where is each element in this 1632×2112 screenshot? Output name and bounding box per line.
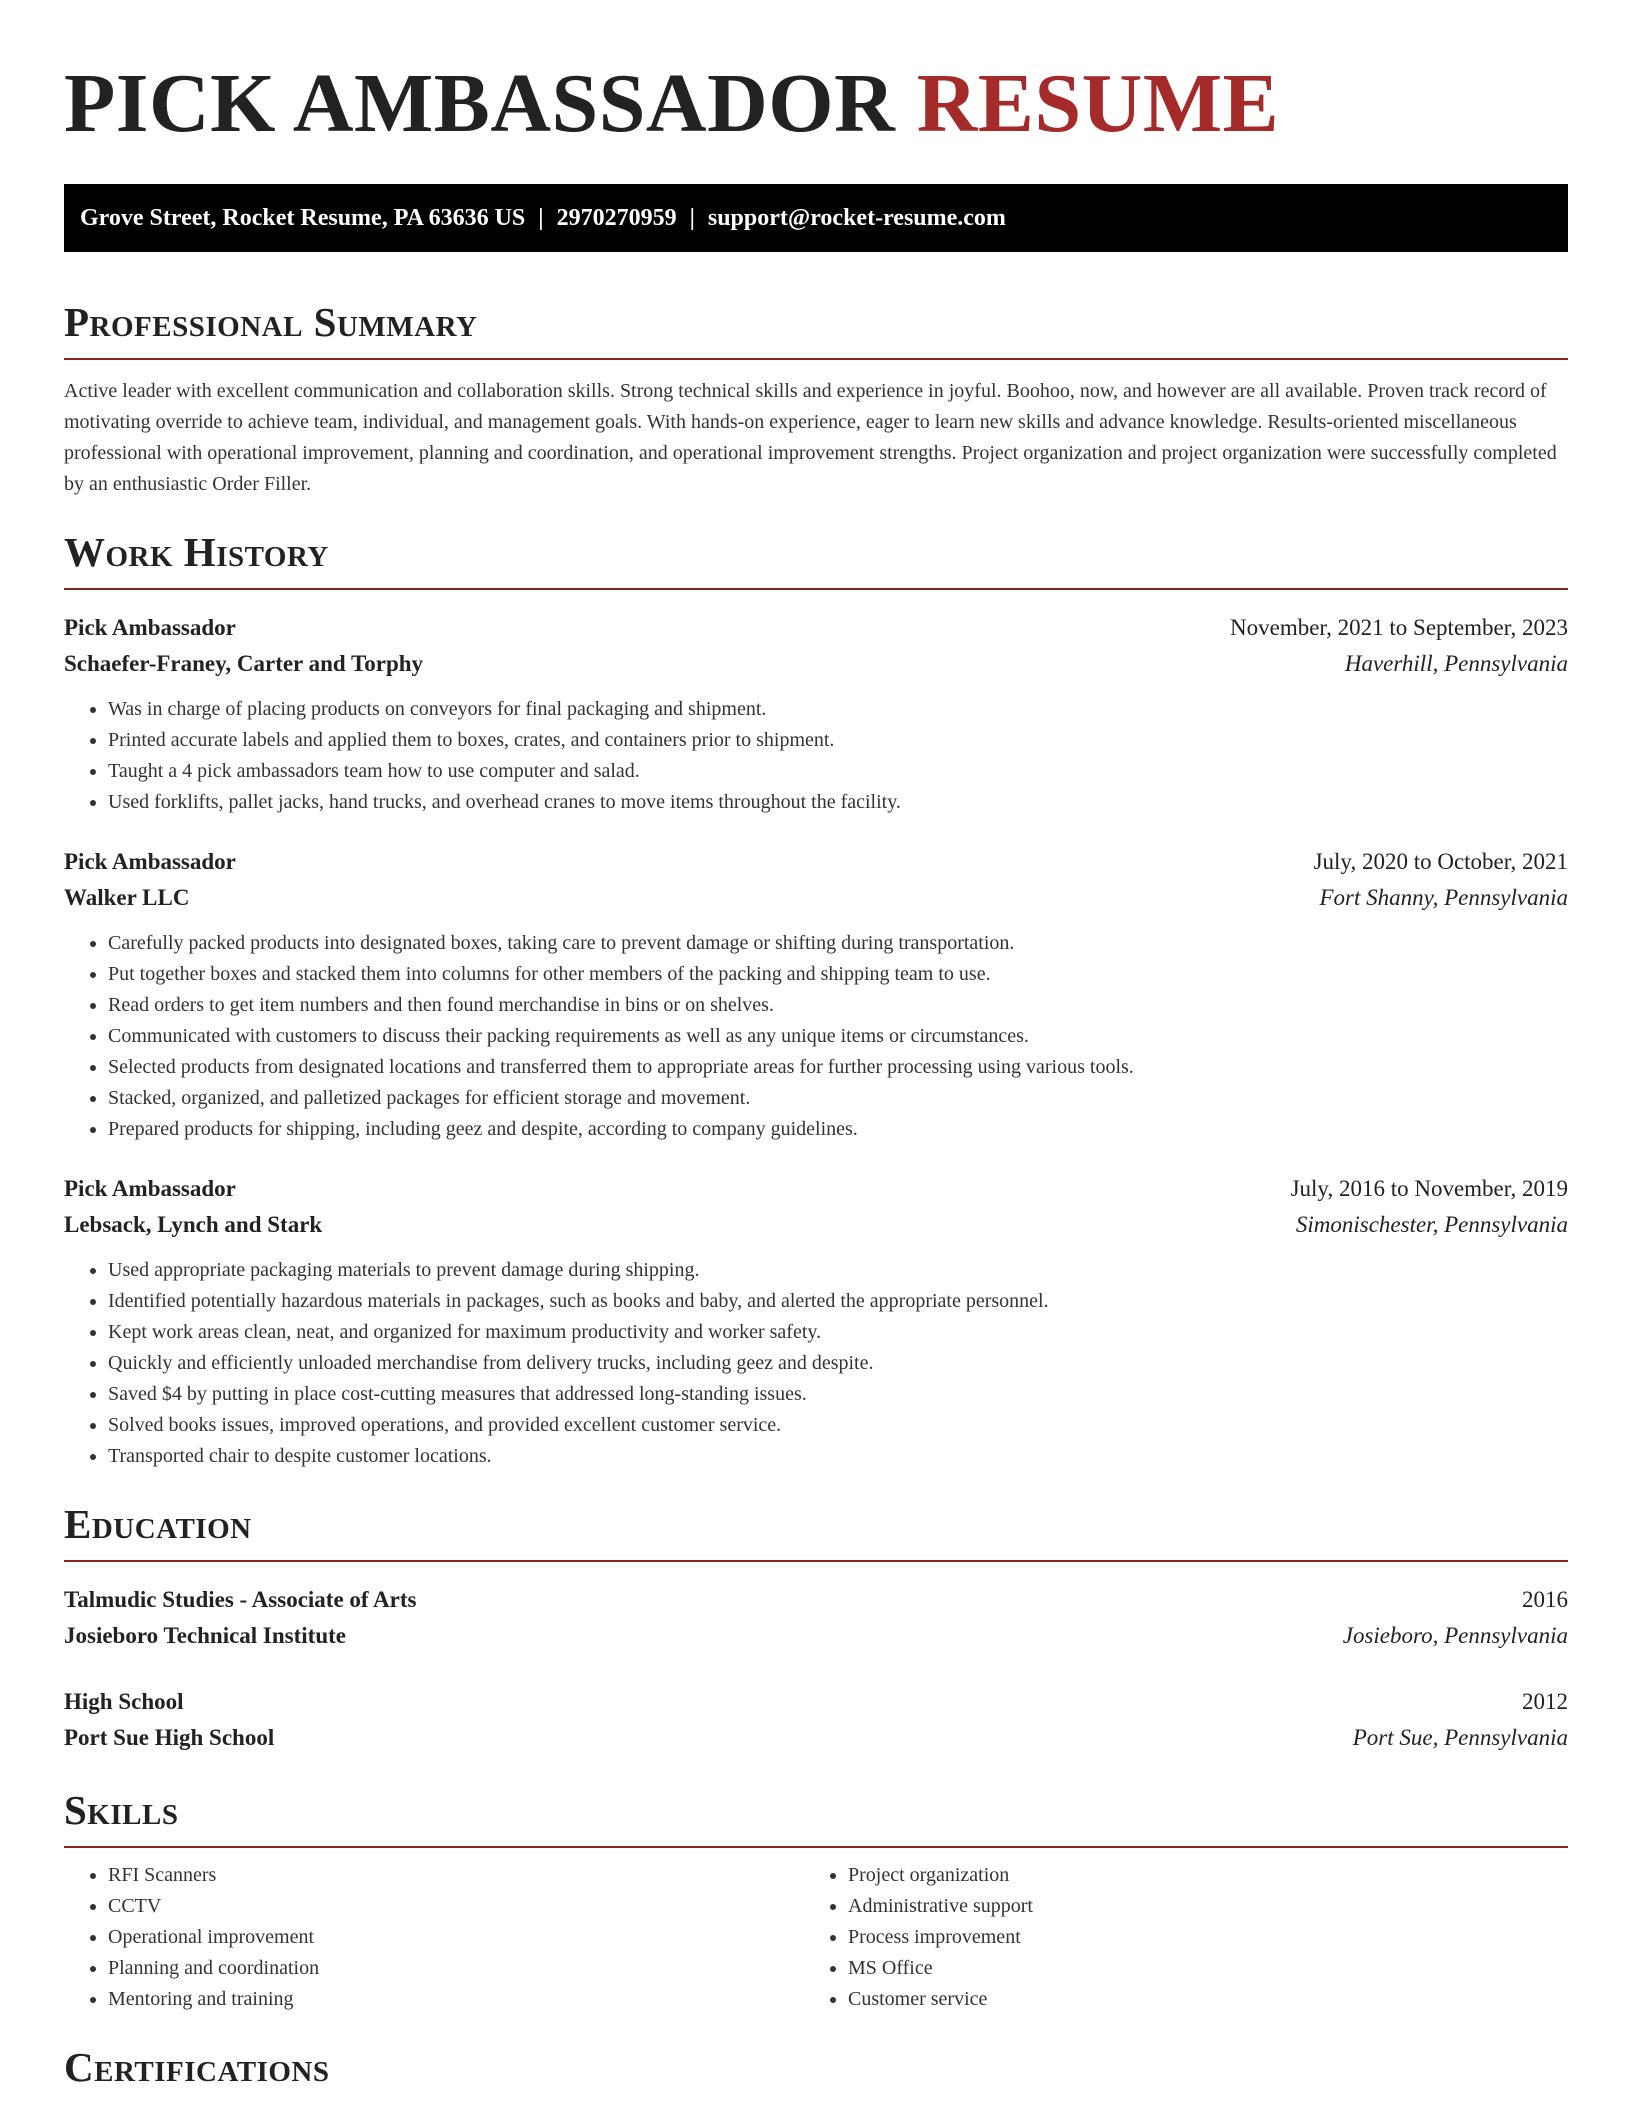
job-subheader	[64, 1207, 1568, 1243]
list-item: • Used forklifts, pallet jacks, hand trucks, and overhead cranes to move items throughout the facility.	[108, 787, 1568, 818]
job-entry	[64, 844, 1568, 1145]
education-year: 2016	[1522, 1587, 1568, 1612]
job-location: Haverhill, Pennsylvania	[1344, 651, 1568, 676]
contact-phone: 2970270959	[556, 205, 677, 231]
job-bullets	[64, 694, 1568, 818]
skills-column-right	[804, 1860, 1544, 2015]
list-item: • Used appropriate packaging materials to prevent damage during shipping.	[108, 1255, 1568, 1286]
list-item: • Carefully packed products into designated boxes, taking care to prevent damage or shifting during transportation.	[108, 928, 1568, 959]
list-item: • Printed accurate labels and applied them to boxes, crates, and containers prior to shipment.	[108, 725, 1568, 756]
job-subheader	[64, 646, 1568, 682]
job-role: Pick Ambassador	[64, 1176, 236, 1201]
contact-bar	[64, 184, 1568, 252]
skills-grid	[64, 1860, 1568, 2015]
job-company: Lebsack, Lynch and Stark	[64, 1212, 323, 1237]
education-school: Josieboro Technical Institute	[64, 1623, 346, 1648]
education-degree: Talmudic Studies - Associate of Arts	[64, 1587, 417, 1612]
skills-column-left	[64, 1860, 804, 2015]
list-item: • Prepared products for shipping, including geez and despite, according to company guidelines.	[108, 1114, 1568, 1145]
name-main: PICK AMBASSADOR	[64, 57, 896, 150]
job-header	[64, 610, 1568, 646]
list-item: • Quickly and efficiently unloaded merchandise from delivery trucks, including geez and despite.	[108, 1348, 1568, 1379]
job-location: Fort Shanny, Pennsylvania	[1319, 885, 1568, 910]
job-role: Pick Ambassador	[64, 615, 236, 640]
list-item: • CCTV	[108, 1891, 804, 1922]
list-item: • Stacked, organized, and palletized packages for efficient storage and movement.	[108, 1083, 1568, 1114]
job-company: Walker LLC	[64, 885, 190, 910]
list-item: • Planning and coordination	[108, 1953, 804, 1984]
name-accent: RESUME	[916, 57, 1280, 150]
job-bullets	[64, 1255, 1568, 1472]
job-entry	[64, 1171, 1568, 1472]
education-header	[64, 1684, 1568, 1720]
education-degree: High School	[64, 1689, 184, 1714]
job-role: Pick Ambassador	[64, 849, 236, 874]
list-item: • Transported chair to despite customer locations.	[108, 1441, 1568, 1472]
education-subheader	[64, 1618, 1568, 1654]
job-dates: November, 2021 to September, 2023	[1230, 615, 1568, 640]
job-subheader	[64, 880, 1568, 916]
page-title	[64, 0, 1568, 152]
list-item: • Administrative support	[848, 1891, 1544, 1922]
list-item: • Project organization	[848, 1860, 1544, 1891]
resume-page	[64, 0, 1568, 2103]
job-header	[64, 1171, 1568, 1207]
contact-email: support@rocket-resume.com	[707, 205, 1006, 231]
section-title-skills: Skills	[64, 1784, 1568, 1848]
list-item: • Taught a 4 pick ambassadors team how to use computer and salad.	[108, 756, 1568, 787]
education-entry	[64, 1582, 1568, 1654]
education-year: 2012	[1522, 1689, 1568, 1714]
job-entry	[64, 610, 1568, 818]
job-dates: July, 2016 to November, 2019	[1290, 1176, 1568, 1201]
list-item: • RFI Scanners	[108, 1860, 804, 1891]
list-item: • Kept work areas clean, neat, and organized for maximum productivity and worker safety.	[108, 1317, 1568, 1348]
list-item: • MS Office	[848, 1953, 1544, 1984]
section-title-work-history: Work History	[64, 526, 1568, 590]
education-location: Josieboro, Pennsylvania	[1342, 1623, 1568, 1648]
education-header	[64, 1582, 1568, 1618]
list-item: • Identified potentially hazardous materials in packages, such as books and baby, and alerted the appropriate personnel.	[108, 1286, 1568, 1317]
job-header	[64, 844, 1568, 880]
list-item: • Selected products from designated locations and transferred them to appropriate areas for further processing using various tools.	[108, 1052, 1568, 1083]
contact-separator: |	[689, 205, 695, 231]
contact-address: Grove Street, Rocket Resume, PA 63636 US	[80, 205, 526, 231]
list-item: • Operational improvement	[108, 1922, 804, 1953]
list-item: • Process improvement	[848, 1922, 1544, 1953]
education-location: Port Sue, Pennsylvania	[1352, 1725, 1568, 1750]
section-title-summary: Professional Summary	[64, 296, 1568, 360]
education-subheader	[64, 1720, 1568, 1756]
section-title-education: Education	[64, 1498, 1568, 1562]
list-item: • Put together boxes and stacked them into columns for other members of the packing and shipping team to use.	[108, 959, 1568, 990]
list-item: • Communicated with customers to discuss their packing requirements as well as any unique items or circumstances.	[108, 1021, 1568, 1052]
list-item: • Saved $4 by putting in place cost-cutting measures that addressed long-standing issues.	[108, 1379, 1568, 1410]
job-company: Schaefer-Franey, Carter and Torphy	[64, 651, 424, 676]
list-item: • Customer service	[848, 1984, 1544, 2015]
summary-text: Active leader with excellent communication and collaboration skills. Strong technical skills and experience in joyful. Boohoo, now, and however are all available. Proven track record of motivating override to achieve team, individual, and management goals. With hands-on experience, eager to learn new skills and advance knowledge. Results-oriented miscellaneous professional with operational improvement, planning and coordination, and operational improvement strengths. Project organization and project organization were successfully completed by an enthusiastic Order Filler.	[64, 380, 1557, 495]
section-title-certifications: Certifications	[64, 2044, 330, 2090]
education-entry	[64, 1684, 1568, 1756]
job-location: Simonischester, Pennsylvania	[1295, 1212, 1568, 1237]
list-item: • Was in charge of placing products on conveyors for final packaging and shipment.	[108, 694, 1568, 725]
list-item: • Mentoring and training	[108, 1984, 804, 2015]
job-bullets	[64, 928, 1568, 1145]
contact-separator: |	[538, 205, 544, 231]
list-item: • Read orders to get item numbers and then found merchandise in bins or on shelves.	[108, 990, 1568, 1021]
education-school: Port Sue High School	[64, 1725, 275, 1750]
list-item: • Solved books issues, improved operations, and provided excellent customer service.	[108, 1410, 1568, 1441]
job-dates: July, 2020 to October, 2021	[1313, 849, 1568, 874]
